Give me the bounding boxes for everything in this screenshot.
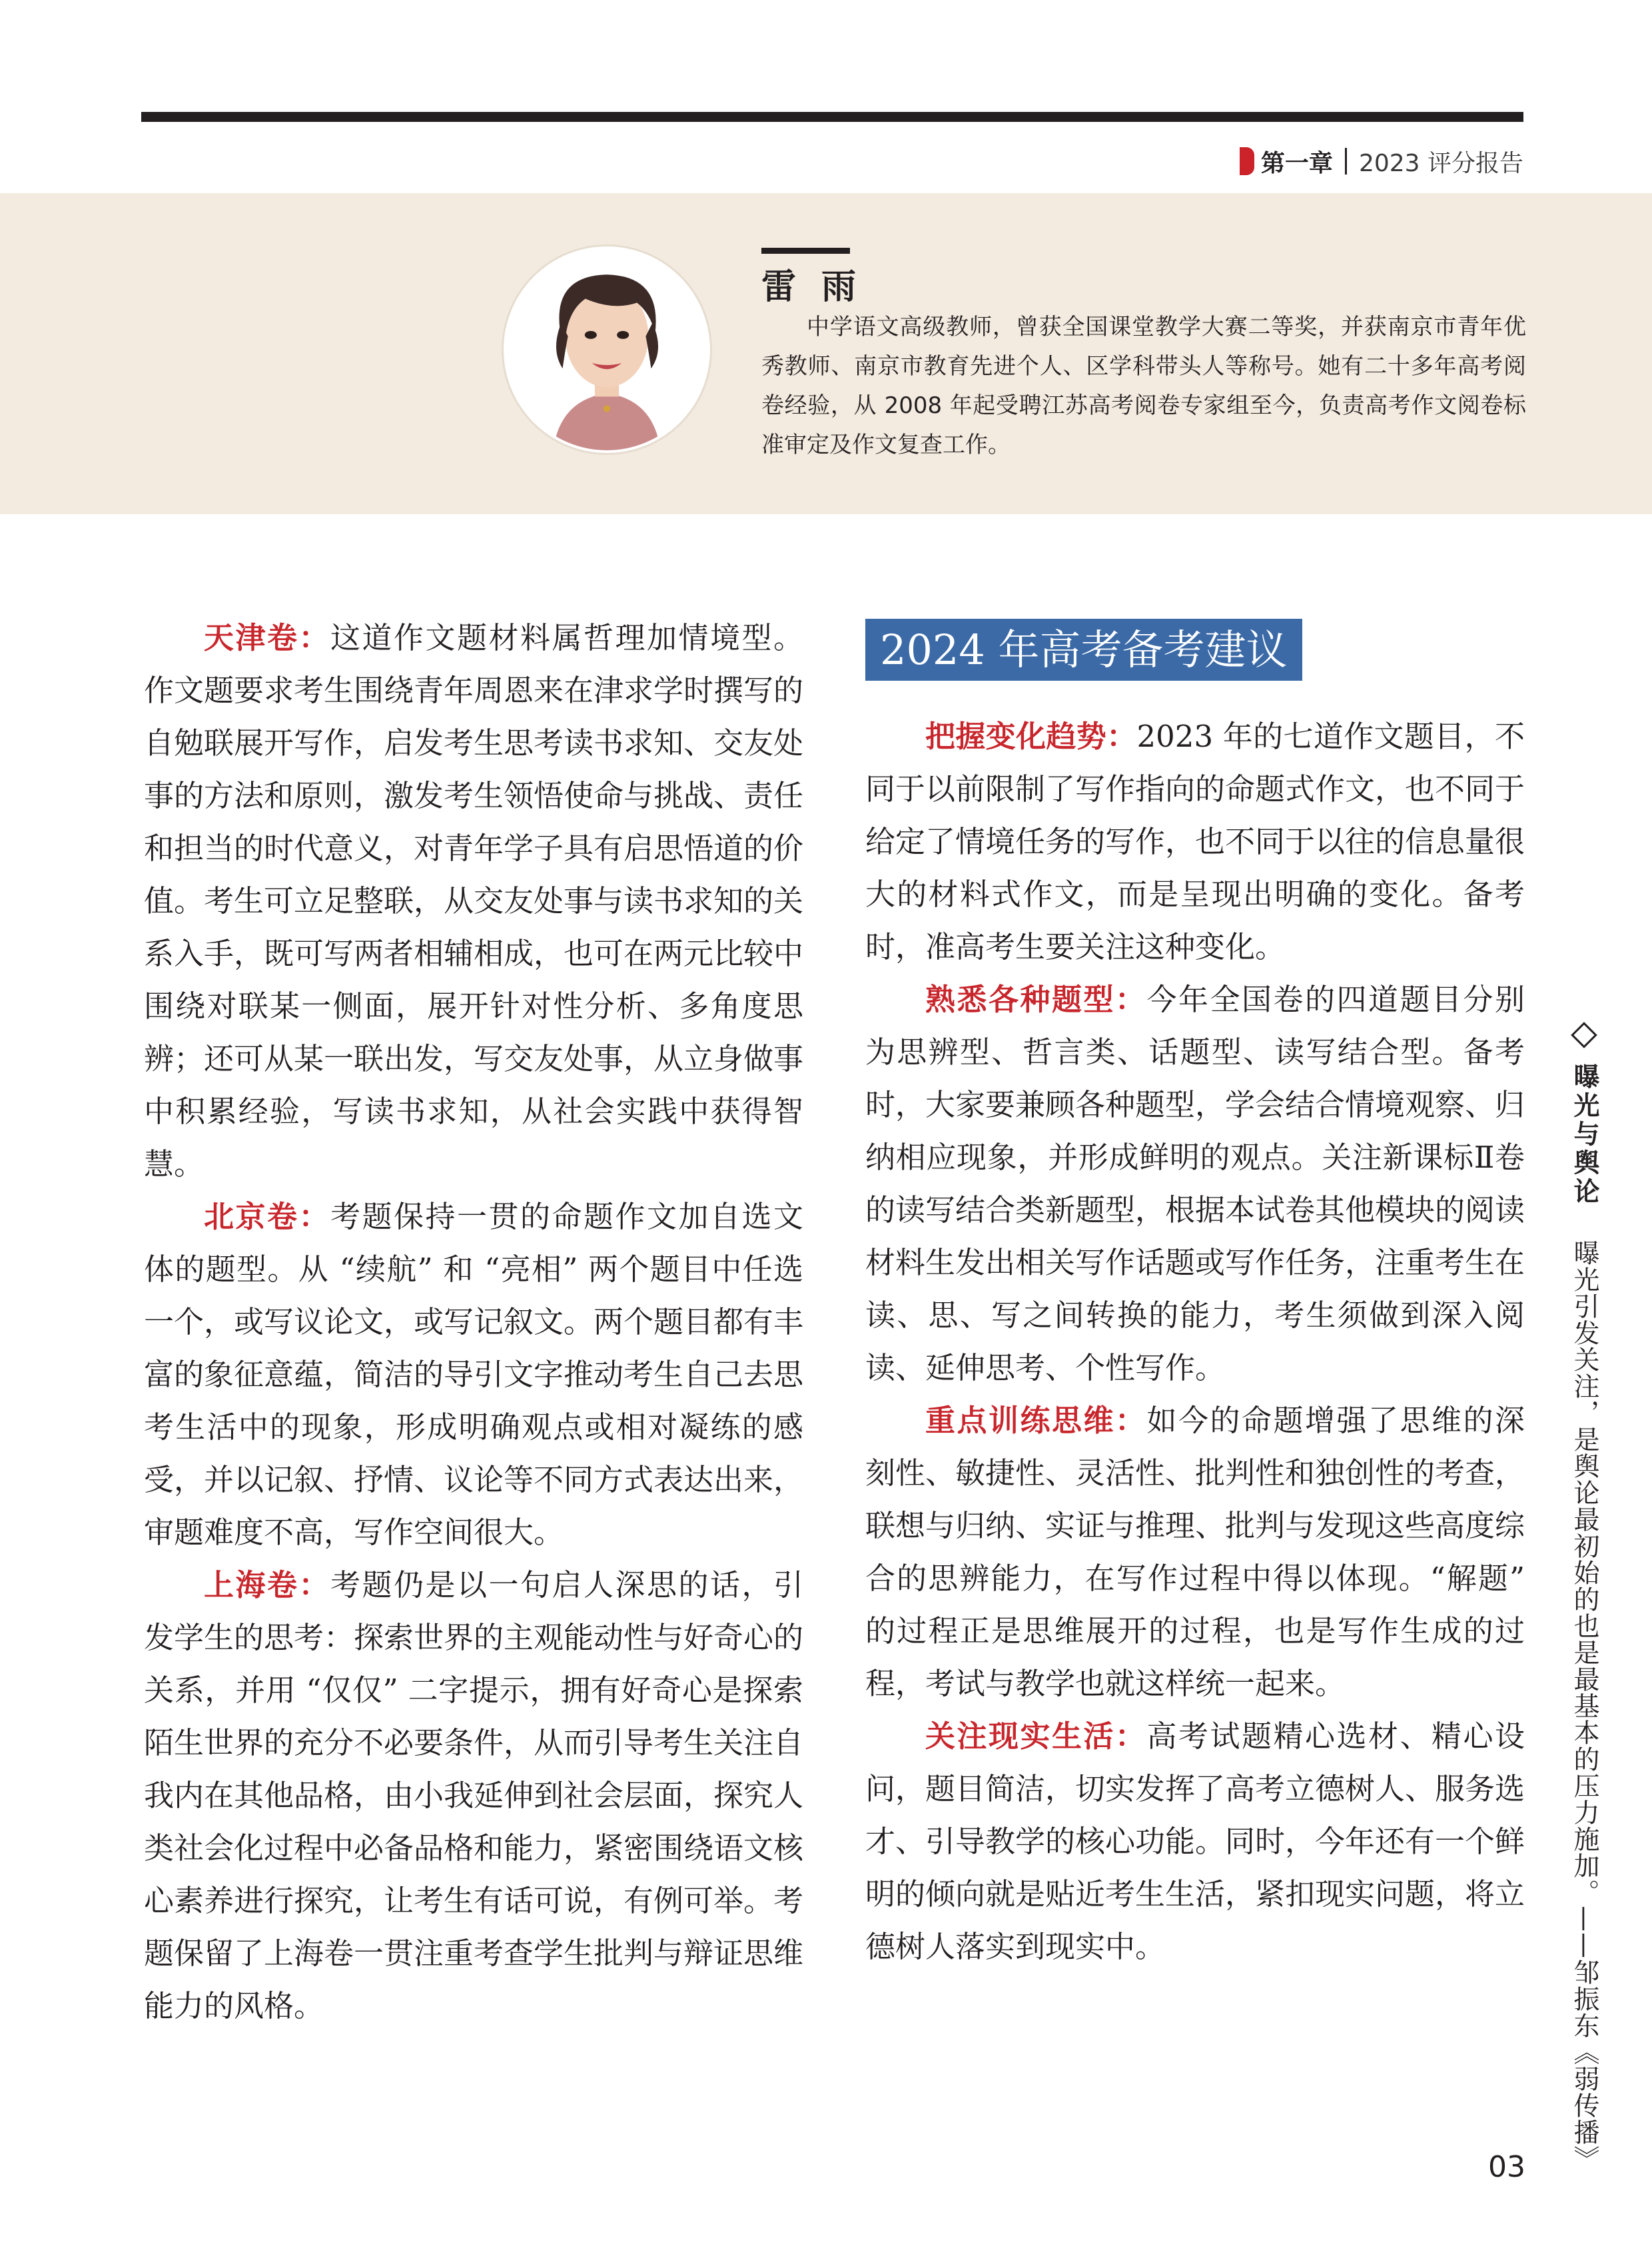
- paragraph-tianjin: [144, 611, 803, 1190]
- page-number: 03: [1488, 2150, 1525, 2184]
- section-title: 2024 年高考备考建议: [865, 619, 1302, 681]
- label-thinking: 重点训练思维：: [925, 1403, 1147, 1438]
- chapter-marker-icon: [1240, 147, 1254, 175]
- text-reality: 高考试题精心选材、精心设问，题目简洁，切实发挥了高考立德树人、服务选才、引导教学的核心功能。同时，今年还有一个鲜明的倾向就是贴近考生生活，紧扣现实问题，将立德树人落实到现实中。: [865, 1718, 1525, 1964]
- left-column: [144, 611, 803, 2032]
- paragraph-trend: [865, 710, 1525, 973]
- paragraph-thinking: [865, 1394, 1525, 1710]
- paragraph-types: [865, 973, 1525, 1394]
- label-shanghai: 上海卷：: [204, 1567, 330, 1603]
- text-shanghai: 考题仍是以一句启人深思的话，引发学生的思考：探索世界的主观能动性与好奇心的关系，并用 “仅仅” 二字提示，拥有好奇心是探索陌生世界的充分不必要条件，从而引导考生关注自我内在其他品格，由小我延伸到社会层面，探究人类社会化过程中必备品格和能力，紧密围绕语文核心素养进行探究，让考生有话可说，有例可举。考题保留了上海卷一贯注重考查学生批判与辩证思维能力的风格。: [144, 1567, 804, 2024]
- text-thinking: 如今的命题增强了思维的深刻性、敏捷性、灵活性、批判性和独创性的考查，联想与归纳、实证与推理、批判与发现这些高度综合的思辨能力，在写作过程中得以体现。“解题” 的过程正是思维展开的过程，也是写作生成的过程，考试与教学也就这样统一起来。: [865, 1403, 1525, 1701]
- text-types: 今年全国卷的四道题目分别为思辨型、哲言类、话题型、读写结合型。备考时，大家要兼顾各种题型，学会结合情境观察、归纳相应现象，并形成鲜明的观点。关注新课标Ⅱ卷的读写结合类新题型，根据本试卷其他模块的阅读材料生发出相关写作话题或写作任务，注重考生在读、思、写之间转换的能力，考生须做到深入阅读、延伸思考、个性写作。: [865, 982, 1525, 1385]
- diamond-icon: [1571, 1022, 1597, 1048]
- author-name-rule: [761, 248, 850, 254]
- label-reality: 关注现实生活：: [925, 1718, 1147, 1754]
- label-tianjin: 天津卷：: [204, 620, 330, 655]
- paragraph-reality: [865, 1710, 1525, 1973]
- chapter-subtitle: 2023 评分报告: [1358, 149, 1523, 177]
- right-column: [865, 710, 1525, 1973]
- author-bio: 中学语文高级教师，曾获全国课堂教学大赛二等奖，并获南京市青年优秀教师、南京市教育先进个人、区学科带头人等称号。她有二十多年高考阅卷经验，从 2008 年起受聘江苏高考阅卷专家组至今，负责高考作文阅卷标准审定及作文复查工作。: [761, 314, 1526, 458]
- sidebar-quote-block: [1557, 1019, 1611, 2172]
- paragraph-beijing: [144, 1190, 803, 1559]
- text-tianjin: 这道作文题材料属哲理加情境型。作文题要求考生围绕青年周恩来在津求学时撰写的自勉联展开写作，启发考生思考读书求知、交友处事的方法和原则，激发考生领悟使命与挑战、责任和担当的时代意义，对青年学子具有启思悟道的价值。考生可立足整联，从交友处事与读书求知的关系入手，既可写两者相辅相成，也可在两元比较中围绕对联某一侧面，展开针对性分析、多角度思辨；还可从某一联出发，写交友处事，从立身做事中积累经验，写读书求知，从社会实践中获得智慧。: [144, 620, 804, 1182]
- label-types: 熟悉各种题型：: [925, 982, 1147, 1017]
- text-beijing: 考题保持一贯的命题作文加自选文体的题型。从 “续航” 和 “亮相” 两个题目中任选一个，或写议论文，或写记叙文。两个题目都有丰富的象征意蕴，简洁的导引文字推动考生自己去思考生活中的现象，形成明确观点或相对凝练的感受，并以记叙、抒情、议论等不同方式表达出来，审题难度不高，写作空间很大。: [144, 1199, 804, 1550]
- author-portrait-icon: [506, 249, 707, 450]
- paragraph-shanghai: [144, 1559, 803, 2032]
- chapter-title: 第一章: [1260, 149, 1333, 177]
- author-avatar: [504, 246, 710, 453]
- text-trend: 2023 年的七道作文题目，不同于以前限制了写作指向的命题式作文，也不同于给定了情境任务的写作，也不同于以往的信息量很大的材料式作文，而是呈现出明确的变化。备考时，准高考生要关注这种变化。: [865, 719, 1525, 964]
- sidebar-quote: 曝光引发关注，是舆论最初始的也是最基本的压力施加。——邹振东《弱传播》: [1569, 1240, 1599, 2172]
- sidebar-title: 曝光与舆论: [1569, 1063, 1599, 1206]
- label-trend: 把握变化趋势：: [925, 719, 1137, 754]
- chapter-header: [1240, 145, 1523, 177]
- top-rule: [141, 112, 1523, 122]
- label-beijing: 北京卷：: [204, 1199, 330, 1234]
- author-name: 雷雨: [761, 267, 882, 307]
- chapter-divider: [1345, 148, 1347, 175]
